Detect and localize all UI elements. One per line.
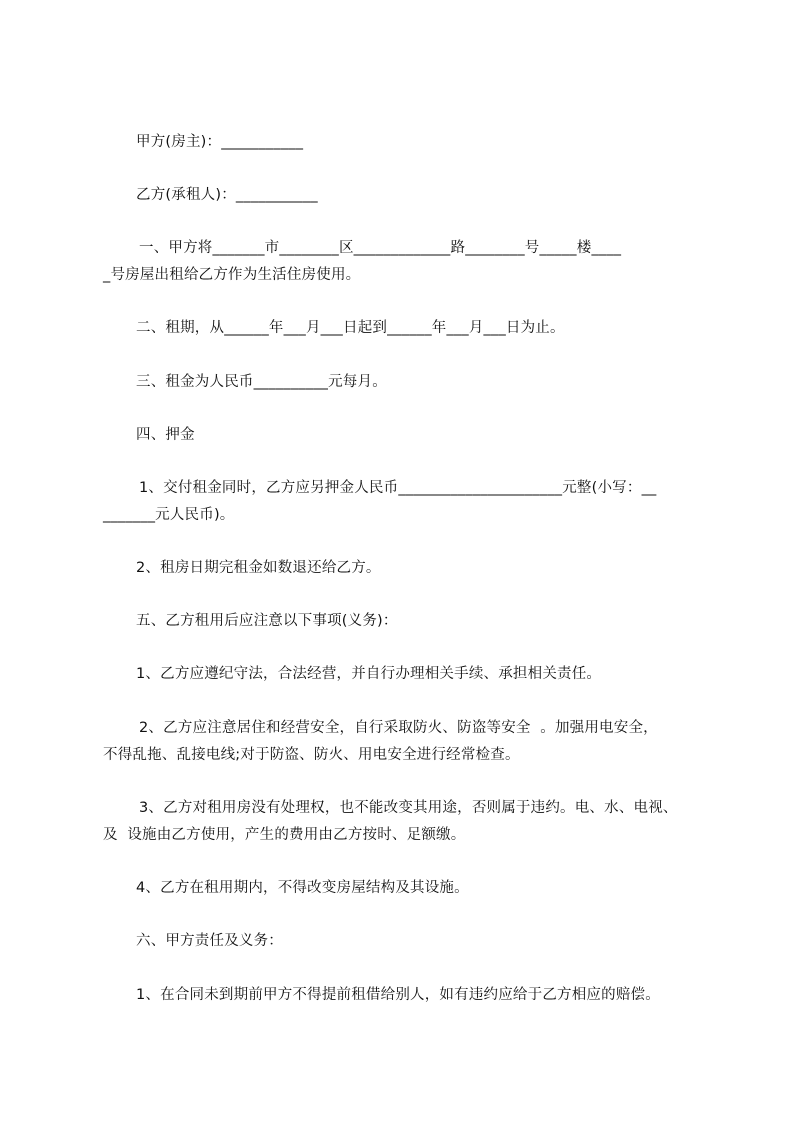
tenant-duty-4: 4、乙方在租用期内，不得改变房屋结构及其设施。: [136, 880, 469, 896]
party-b-tenant-line: 乙方(承租人)：___________: [136, 187, 318, 203]
clause-5-heading: 五、乙方租用后应注意以下事项(义务)：: [136, 613, 398, 629]
tenant-duty-3-line-1: 3、乙方对租用房没有处理权，也不能改变其用途，否则属于违约。电、水、电视、: [139, 800, 678, 816]
tenant-duty-1: 1、乙方应遵纪守法，合法经营，并自行办理相关手续、承担相关责任。: [136, 666, 602, 682]
clause-3-rent: 三、租金为人民币__________元每月。: [136, 374, 387, 390]
tenant-duty-3-line-2: 及 设施由乙方使用，产生的费用由乙方按时、足额缴。: [103, 827, 466, 843]
party-a-landlord-line: 甲方(房主)：___________: [136, 134, 304, 150]
deposit-item-1-line-1: 1、交付租金同时，乙方应另押金人民币______________________元整(小写：__: [139, 480, 657, 496]
clause-6-heading: 六、甲方责任及义务：: [136, 933, 283, 949]
deposit-item-1-line-2: _______元人民币)。: [103, 507, 235, 523]
clause-1-line-2: _号房屋出租给乙方作为生活住房使用。: [103, 267, 361, 283]
landlord-duty-1: 1、在合同未到期前甲方不得提前租借给别人，如有违约应给于乙方相应的赔偿。: [136, 987, 660, 1003]
clause-1-line-1: 一、甲方将_______市________区_____________路________号_____楼____: [139, 240, 622, 256]
tenant-duty-2-line-1: 2、乙方应注意居住和经营安全，自行采取防火、防盗等安全 。加强用电安全，: [139, 720, 658, 736]
clause-4-deposit-heading: 四、押金: [136, 427, 195, 443]
deposit-item-2: 2、租房日期完租金如数退还给乙方。: [136, 560, 381, 576]
tenant-duty-2-line-2: 不得乱拖、乱接电线;对于防盗、防火、用电安全进行经常检查。: [103, 747, 520, 763]
clause-2-lease-term: 二、租期，从______年___月___日起到______年___月___日为止。: [136, 320, 565, 336]
